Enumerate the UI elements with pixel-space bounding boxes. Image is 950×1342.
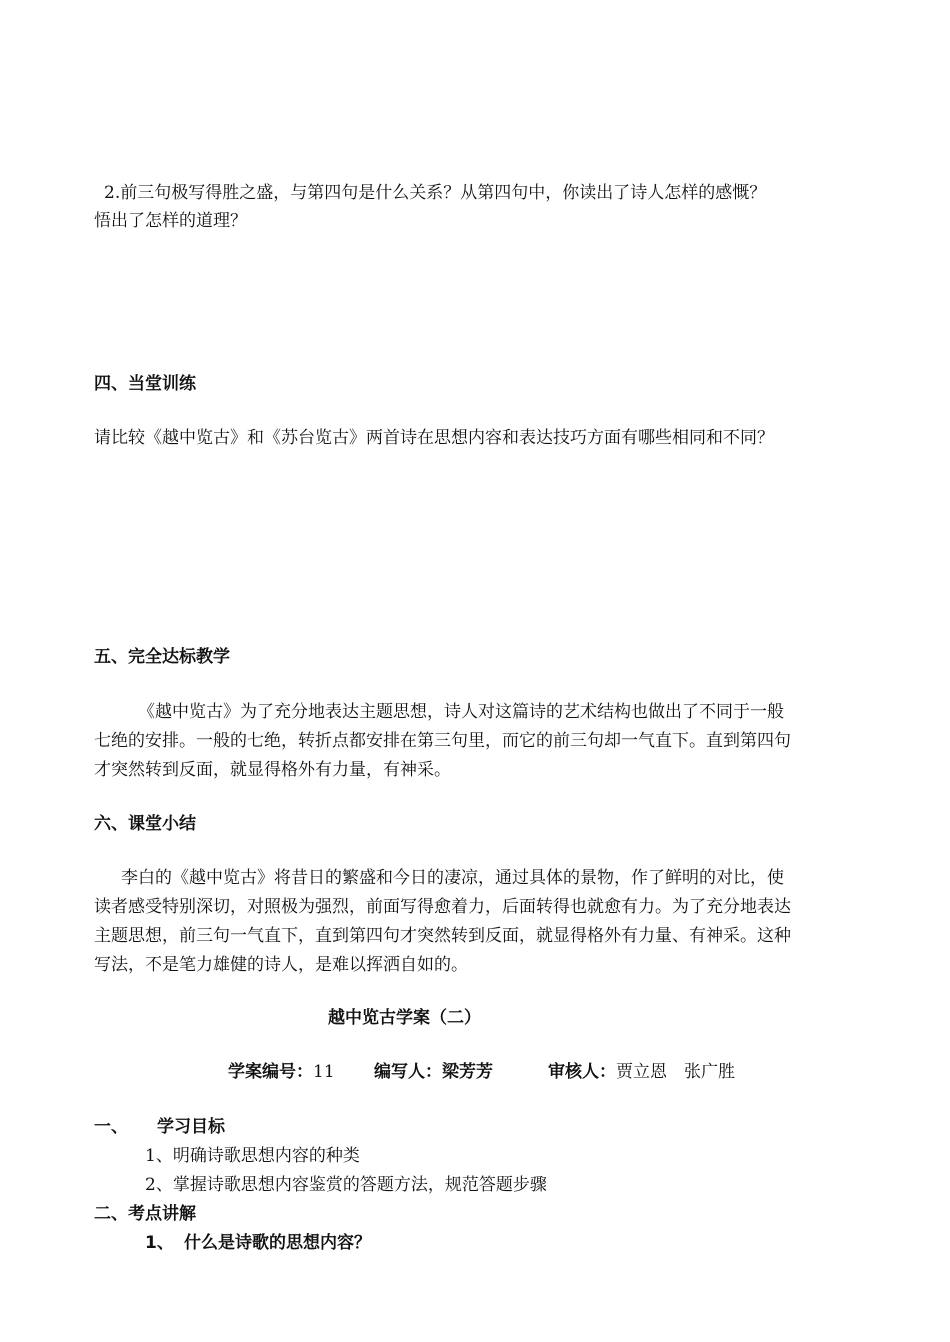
objectives-heading-number: 一、 — [94, 1117, 128, 1137]
exam-question-1: 什么是诗歌的思想内容？ — [184, 1233, 371, 1253]
author-value: 梁芳芳 — [442, 1062, 493, 1082]
reviewer-value: 贾立恩 张广胜 — [616, 1062, 735, 1082]
author-label: 编写人： — [374, 1062, 442, 1082]
section-6-paragraph-line: 写法，不是笔力雄健的诗人，是难以挥洒自如的。 — [94, 955, 468, 975]
section-5-heading: 五、完全达标教学 — [94, 647, 230, 667]
study-plan-title: 越中览古学案（二） — [328, 1008, 481, 1028]
section-6-heading: 六、课堂小结 — [94, 814, 196, 834]
section-6-paragraph-line: 主题思想，前三句一气直下，直到第四句才突然转到反面，就显得格外有力量、有神采。这种 — [94, 926, 791, 946]
reviewer-label: 审核人： — [548, 1062, 616, 1082]
study-plan-meta — [228, 1062, 335, 1082]
objectives-heading: 学习目标 — [157, 1117, 225, 1137]
section-6-paragraph-line: 李白的《越中览古》将昔日的繁盛和今日的凄凉，通过具体的景物，作了鲜明的对比，使 — [121, 868, 784, 888]
plan-number-value: 11 — [313, 1062, 335, 1082]
section-5-paragraph-line: 才突然转到反面，就显得格外有力量，有神采。 — [94, 760, 451, 780]
exam-question-number: 1、 — [145, 1233, 174, 1253]
plan-number-label: 学案编号： — [228, 1062, 313, 1082]
section-4-prompt: 请比较《越中览古》和《苏台览古》两首诗在思想内容和表达技巧方面有哪些相同和不同？ — [94, 428, 774, 448]
section-5-paragraph-line: 七绝的安排。一般的七绝，转折点都安排在第三句里，而它的前三句却一气直下。直到第四句 — [94, 731, 791, 751]
section-4-heading: 四、当堂训练 — [94, 374, 196, 394]
question-2-line-1: 2.前三句极写得胜之盛，与第四句是什么关系？从第四句中，你读出了诗人怎样的感慨？ — [104, 183, 767, 203]
reviewer-meta — [548, 1062, 735, 1082]
author-meta — [374, 1062, 493, 1082]
exam-points-heading: 二、考点讲解 — [94, 1204, 196, 1224]
section-5-paragraph-line: 《越中览古》为了充分地表达主题思想，诗人对这篇诗的艺术结构也做出了不同于一般 — [138, 702, 784, 722]
question-2-line-2: 悟出了怎样的道理？ — [94, 211, 247, 231]
objective-item: 1、明确诗歌思想内容的种类 — [145, 1146, 360, 1166]
objective-item: 2、掌握诗歌思想内容鉴赏的答题方法，规范答题步骤 — [145, 1175, 547, 1195]
section-6-paragraph-line: 读者感受特别深切，对照极为强烈，前面写得愈着力，后面转得也就愈有力。为了充分地表达 — [94, 897, 791, 917]
